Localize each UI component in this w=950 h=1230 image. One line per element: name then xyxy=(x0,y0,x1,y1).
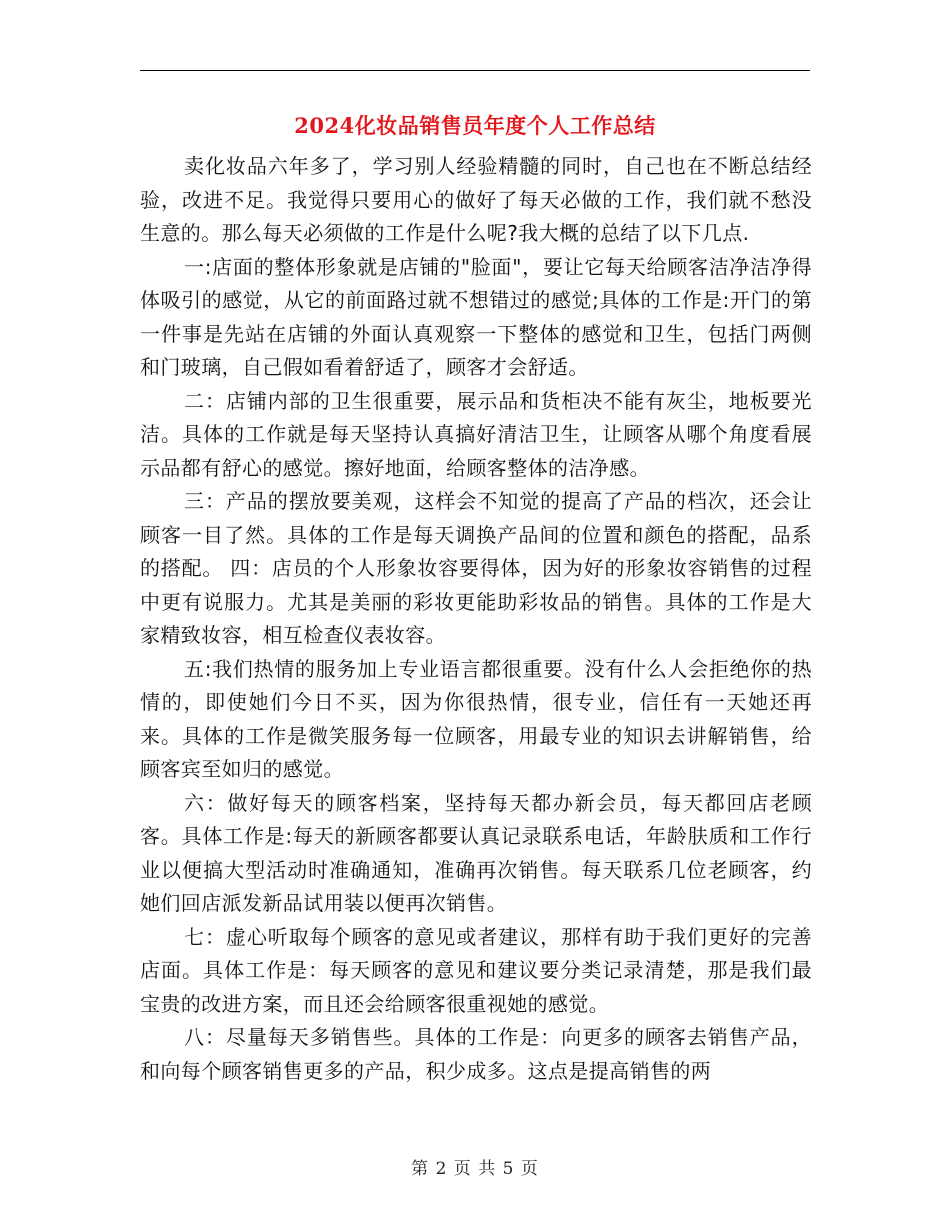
paragraph-point-1: 一:店面的整体形象就是店铺的"脸面"，要让它每天给顾客洁净洁净得体吸引的感觉，从它的前面路过就不想错过的感觉;具体的工作是:开门的第一件事是先站在店铺的外面认真观察一下整体的感觉和卫生，包括门两侧和门玻璃，自己假如看着舒适了，顾客才会舒适。 xyxy=(140,254,812,379)
document-body xyxy=(140,150,812,1088)
header-rule xyxy=(140,70,810,71)
paragraph-intro: 卖化妆品六年多了，学习别人经验精髓的同时，自己也在不断总结经验，改进不足。我觉得只要用心的做好了每天必做的工作，我们就不愁没生意的。那么每天必须做的工作是什么呢?我大概的总结了以下几点. xyxy=(140,154,812,245)
page-number-footer: 第 2 页 共 5 页 xyxy=(411,1159,539,1179)
paragraph-point-8: 八：尽量每天多销售些。具体的工作是：向更多的顾客去销售产品，和向每个顾客销售更多的产品，积少成多。这点是提高销售的两 xyxy=(140,1025,812,1083)
paragraph-point-3-4: 三：产品的摆放要美观，这样会不知觉的提高了产品的档次，还会让顾客一目了然。具体的工作是每天调换产品间的位置和颜色的搭配，品系的搭配。 四：店员的个人形象妆容要得体，因为好的形象妆容销售的过程中更有说服力。尤其是美丽的彩妆更能助彩妆品的销售。具体的工作是大家精致妆容，相互检查仪表妆容。 xyxy=(140,489,812,647)
paragraph-point-2: 二：店铺内部的卫生很重要，展示品和货柜决不能有灰尘，地板要光洁。具体的工作就是每天坚持认真搞好清洁卫生，让顾客从哪个角度看展示品都有舒心的感觉。擦好地面，给顾客整体的洁净感。 xyxy=(140,388,812,480)
document-title: 2024化妆品销售员年度个人工作总结 xyxy=(294,113,656,138)
paragraph-point-6: 六：做好每天的顾客档案，坚持每天都办新会员，每天都回店老顾客。具体工作是:每天的新顾客都要认真记录联系电话，年龄肤质和工作行业以便搞大型活动时准确通知，准确再次销售。每天联系几位老顾客，约她们回店派发新品试用装以便再次销售。 xyxy=(140,790,812,915)
paragraph-point-7: 七：虚心听取每个顾客的意见或者建议，那样有助于我们更好的完善店面。具体工作是：每天顾客的意见和建议要分类记录清楚，那是我们最宝贵的改进方案，而且还会给顾客很重视她的感觉。 xyxy=(140,924,812,1016)
paragraph-point-5: 五:我们热情的服务加上专业语言都很重要。没有什么人会拒绝你的热情的，即使她们今日不买，因为你很热情，很专业，信任有一天她还再来。具体的工作是微笑服务每一位顾客，用最专业的知识去讲解销售，给顾客宾至如归的感觉。 xyxy=(140,656,812,781)
